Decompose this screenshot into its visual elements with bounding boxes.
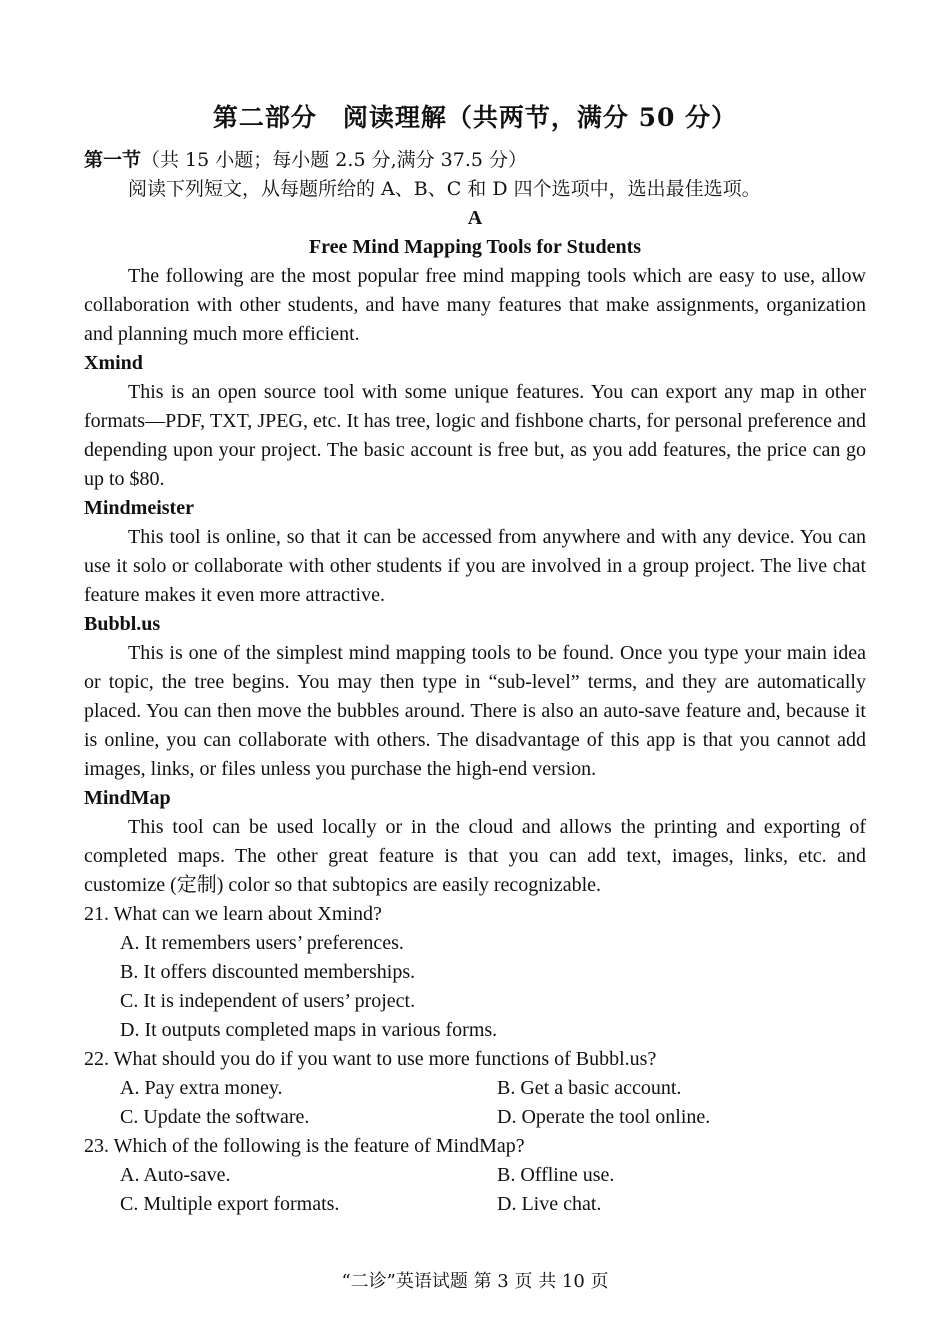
passage-title: Free Mind Mapping Tools for Students (308, 236, 642, 258)
tool-text-mindmeister: This tool is online, so that it can be accessed from anywhere and with any device. You can use it solo or collaborate with other students if you are involved in a group project. The live chat feature makes it even more attractive. (84, 526, 866, 606)
question-23-option-c: C. Multiple export formats. (120, 1193, 340, 1215)
question-21-options (120, 929, 866, 1045)
question-23-option-b: B. Offline use. (497, 1164, 615, 1186)
section-detail: （共 15 小题；每小题 2.5 分,满分 37.5 分） (141, 149, 527, 171)
question-21-option-b: B. It offers discounted memberships. (120, 961, 416, 983)
question-22-option-d: D. Operate the tool online. (497, 1106, 711, 1128)
question-22: 22. What should you do if you want to use more functions of Bubbl.us? (84, 1048, 657, 1070)
tool-text-mindmap: This tool can be used locally or in the cloud and allows the printing and exporting of completed maps. The other great feature is that you can add text, images, links, etc. and customize (定制) color so that subtopics are easily recognizable. (84, 816, 866, 896)
section-heading (84, 146, 866, 175)
part-title: 第二部分 阅读理解（共两节，满分 50 分） (212, 103, 738, 132)
question-21-option-a: A. It remembers users’ preferences. (120, 932, 404, 954)
question-22-option-c: C. Update the software. (120, 1106, 310, 1128)
instructions: 阅读下列短文，从每题所给的 A、B、C 和 D 四个选项中，选出最佳选项。 (128, 178, 761, 200)
tool-name-mindmap: MindMap (84, 787, 171, 809)
page-footer: “二诊”英语试题 第 3 页 共 10 页 (341, 1271, 609, 1292)
question-23-option-a: A. Auto-save. (120, 1164, 231, 1186)
question-21-option-c: C. It is independent of users’ project. (120, 990, 416, 1012)
question-22-option-a: A. Pay extra money. (120, 1077, 283, 1099)
tool-text-xmind: This is an open source tool with some unique features. You can export any map in other formats—PDF, TXT, JPEG, etc. It has tree, logic and fishbone charts, for personal preference and depending upon your project. The basic account is free but, as you add features, the price can go up to $80. (84, 381, 866, 490)
passage-letter: A (467, 207, 483, 229)
tool-name-bubblus: Bubbl.us (84, 613, 161, 635)
exam-page (84, 98, 866, 1219)
question-23-option-d: D. Live chat. (497, 1193, 602, 1215)
question-22-option-b: B. Get a basic account. (497, 1077, 682, 1099)
tool-text-bubblus: This is one of the simplest mind mapping tools to be found. Once you type your main idea or topic, the tree begins. You may then type in “sub-level” terms, and they are automatically placed. You can then move the bubbles around. There is also an auto-save feature and, because it is online, you can collaborate with others. The disadvantage of this app is that you cannot add images, links, or files unless you purchase the high-end version. (84, 642, 866, 780)
question-23-options (120, 1161, 866, 1219)
question-21: 21. What can we learn about Xmind? (84, 903, 382, 925)
section-label: 第一节 (84, 149, 142, 171)
tool-name-mindmeister: Mindmeister (84, 497, 194, 519)
question-22-options (120, 1074, 866, 1132)
question-23: 23. Which of the following is the feature of MindMap? (84, 1135, 525, 1157)
question-21-option-d: D. It outputs completed maps in various forms. (120, 1019, 498, 1041)
tool-name-xmind: Xmind (84, 352, 143, 374)
passage-intro: The following are the most popular free mind mapping tools which are easy to use, allow collaboration with other students, and have many features that make assignments, organization and planning much more efficient. (84, 265, 866, 345)
